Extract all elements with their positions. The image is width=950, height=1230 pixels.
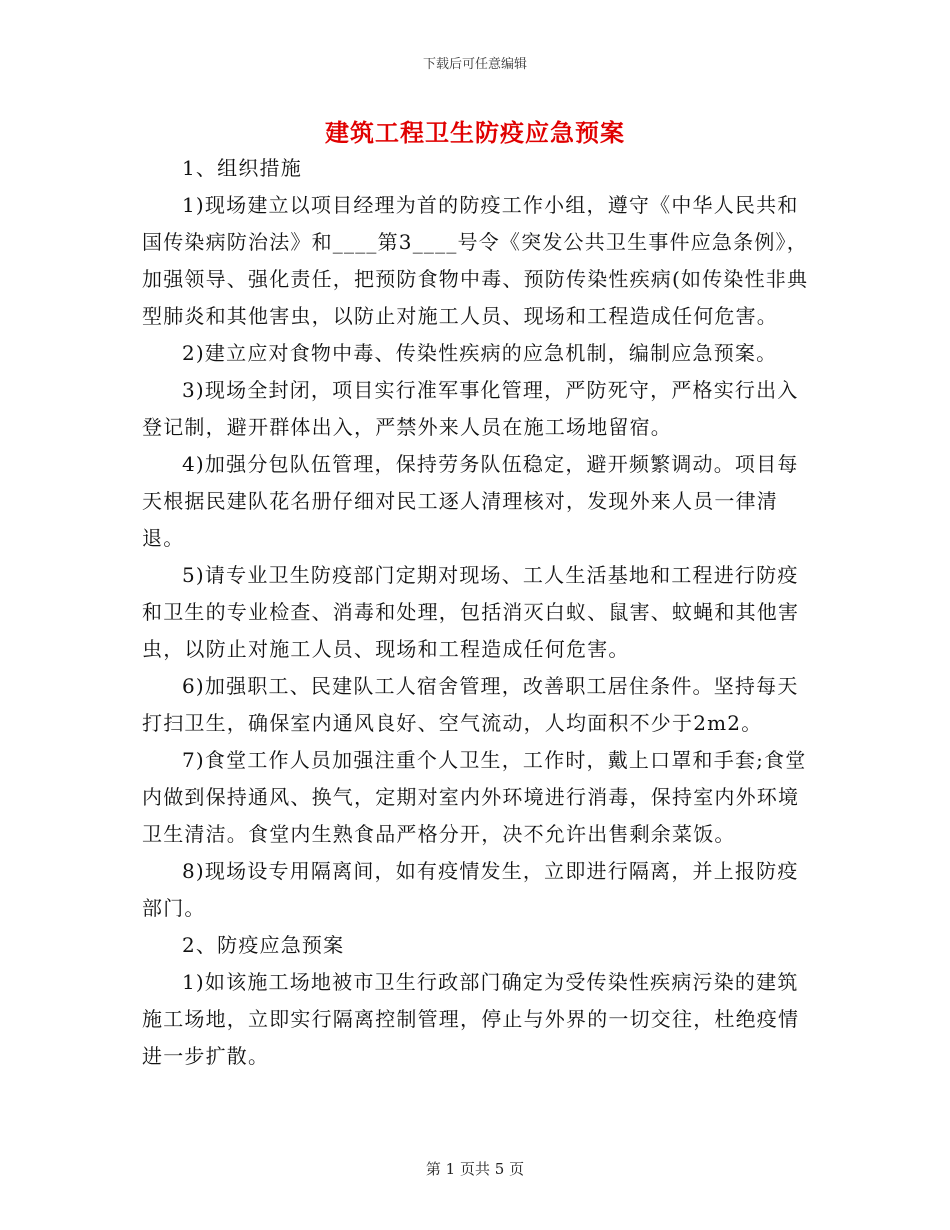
paragraph: 3)现场全封闭，项目实行准军事化管理，严防死守，严格实行出入登记制，避开群体出入，严禁外来人员在施工场地留宿。 [142,378,799,439]
paragraph: 8)现场设专用隔离间，如有疫情发生，立即进行隔离，并上报防疫部门。 [142,859,799,920]
document-title: 建筑工程卫生防疫应急预案 [325,118,625,147]
paragraph: 5)请专业卫生防疫部门定期对现场、工人生活基地和工程进行防疫和卫生的专业检查、消毒和处理，包括消灭白蚁、鼠害、蚊蝇和其他害虫，以防止对施工人员、现场和工程造成任何危害。 [142,563,800,661]
paragraph: 1)如该施工场地被市卫生行政部门确定为受传染性疾病污染的建筑施工场地，立即实行隔离控制管理，停止与外界的一切交往，杜绝疫情进一步扩散。 [142,970,800,1068]
paragraph: 6)加强职工、民建队工人宿舍管理，改善职工居住条件。坚持每天打扫卫生，确保室内通风良好、空气流动，人均面积不少于2m2。 [142,674,799,735]
paragraph: 4)加强分包队伍管理，保持劳务队伍稳定，避开频繁调动。项目每天根据民建队花名册仔细对民工逐人清理核对，发现外来人员一律清退。 [142,452,799,550]
document-body [142,150,810,1075]
paragraph: 2)建立应对食物中毒、传染性疾病的应急机制，编制应急预案。 [182,341,778,365]
page-number: 第 1 页共 5 页 [425,1160,525,1178]
header-note: 下载后可任意编辑 [422,57,527,72]
section-heading: 2、防疫应急预案 [182,933,345,957]
paragraph: 1)现场建立以项目经理为首的防疫工作小组，遵守《中华人民共和国传染病防治法》和____第3____号令《突发公共卫生事件应急条例》，加强领导、强化责任，把预防食物中毒、预防传染性疾病(如传染性非典型肺炎和其他害虫，以防止对施工人员、现场和工程造成任何危害。 [142,193,809,328]
section-heading: 1、组织措施 [182,156,302,180]
paragraph: 7)食堂工作人员加强注重个人卫生，工作时，戴上口罩和手套;食堂内做到保持通风、换气，定期对室内外环境进行消毒，保持室内外环境卫生清洁。食堂内生熟食品严格分开，决不允许出售剩余菜饭。 [142,748,807,846]
